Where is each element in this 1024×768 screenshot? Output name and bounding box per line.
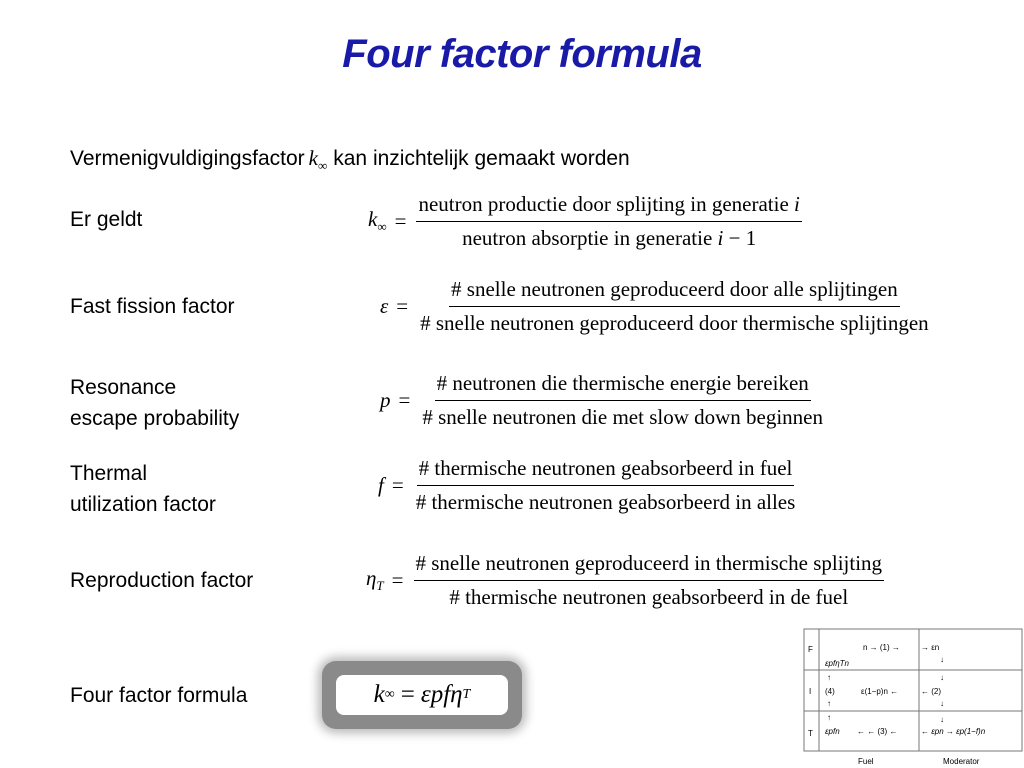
- fraction: [420, 371, 825, 430]
- denominator: neutron absorptie in generatie i − 1: [462, 226, 757, 250]
- denominator: # thermische neutronen geabsorbeerd in alles: [415, 490, 796, 514]
- neutron-cycle-diagram: [803, 628, 1023, 768]
- label-resonance-escape: Resonance escape probability: [70, 376, 240, 430]
- diagram-footer-moderator: Moderator: [943, 757, 980, 766]
- diagram-cell: ε(1−p)n ←: [861, 687, 899, 696]
- label-thermal-utilization: Thermal utilization factor: [70, 462, 216, 516]
- diagram-footer-fuel: Fuel: [858, 757, 874, 766]
- k-infinity-symbol: $k_\infty$: [308, 146, 328, 174]
- numerator: # thermische neutronen geabsorbeerd in fuel: [417, 456, 795, 486]
- diagram-cell: ↓: [940, 673, 944, 682]
- diagram-cell: ↑: [827, 713, 831, 722]
- diagram-row-label: I: [809, 687, 812, 696]
- diagram-cell: → εn: [921, 643, 940, 652]
- diagram-cell: ↓: [940, 655, 944, 664]
- diagram-cell: ↑: [827, 699, 831, 708]
- diagram-cell: εpfn: [825, 727, 840, 736]
- numerator: # snelle neutronen geproduceerd door alle splijtingen: [449, 277, 900, 307]
- denominator: # snelle neutronen die met slow down beginnen: [422, 405, 824, 429]
- label-reproduction-factor: Reproduction factor: [70, 569, 254, 592]
- intro-text-before: Vermenigvuldigingsfactor: [70, 147, 305, 170]
- diagram-cell: εpfηTn: [825, 659, 849, 668]
- formula-f: f = $\frac{\text{\# thermische neutronen geabsorbeerd in fuel}}{\text{\# thermische neutronen geabsorbeerd in alles}}$: [378, 456, 796, 514]
- fraction: [416, 192, 801, 251]
- numerator: # snelle neutronen geproduceerd in thermische splijting: [414, 551, 885, 581]
- diagram-cell: ← εpn → εp(1−f)n: [921, 727, 986, 736]
- diagram-cell: ← ← (3) ←: [857, 727, 898, 736]
- diagram-cell: ↑: [827, 673, 831, 682]
- diagram-cell: ↓: [940, 699, 944, 708]
- diagram-cell: n → (1) →: [863, 643, 900, 652]
- denominator: # thermische neutronen geabsorbeerd in de fuel: [449, 585, 849, 609]
- formula-lhs: $\eta_T$: [366, 566, 384, 594]
- formula-k-infinity: $k_\infty$ = $\frac{\text{neutron productie door splijting in generatie i}}{\text{neutron absorptie in generatie i − 1}}$: [368, 192, 800, 250]
- formula-p: p = $\frac{\text{\# neutronen die thermische energie bereiken}}{\text{\# snelle neutronen die met slow down beginnen}}$: [380, 371, 824, 429]
- formula-lhs: $k_\infty$: [368, 207, 387, 235]
- label-er-geldt: Er geldt: [70, 208, 143, 231]
- formula-epsilon: ε = $\frac{\text{\# snelle neutronen geproduceerd door alle splijtingen}}{\text{\# snelle neutronen geproduceerd door thermische splijtingen}}$: [380, 277, 929, 335]
- label-four-factor-formula: Four factor formula: [70, 684, 248, 707]
- diagram-row-label: T: [808, 729, 813, 738]
- fraction: [418, 277, 931, 336]
- intro-text-after: kan inzichtelijk gemaakt worden: [333, 147, 630, 170]
- four-factor-formula-expression: k ∞ = εpfη T: [336, 675, 508, 715]
- fraction: [414, 551, 885, 610]
- numerator: # neutronen die thermische energie bereiken: [435, 371, 811, 401]
- fraction: [414, 456, 798, 515]
- label-fast-fission-factor: Fast fission factor: [70, 295, 235, 318]
- denominator: # snelle neutronen geproduceerd door thermische splijtingen: [420, 311, 929, 335]
- formula-eta: $\eta_T$ = $\frac{\text{\# snelle neutronen geproduceerd in thermische splijting}}{\text{\# thermische neutronen geabsorbeerd in de fuel}}$: [366, 551, 883, 609]
- numerator: neutron productie door splijting in generatie i: [416, 192, 801, 222]
- page-title: Four factor formula: [342, 32, 702, 76]
- diagram-cell: ← (2): [921, 687, 941, 696]
- four-factor-formula-box: [322, 661, 522, 729]
- intro-line: [70, 143, 630, 181]
- diagram-cell: (4): [825, 687, 835, 696]
- diagram-cell: ↓: [940, 715, 944, 724]
- diagram-row-label: F: [808, 645, 813, 654]
